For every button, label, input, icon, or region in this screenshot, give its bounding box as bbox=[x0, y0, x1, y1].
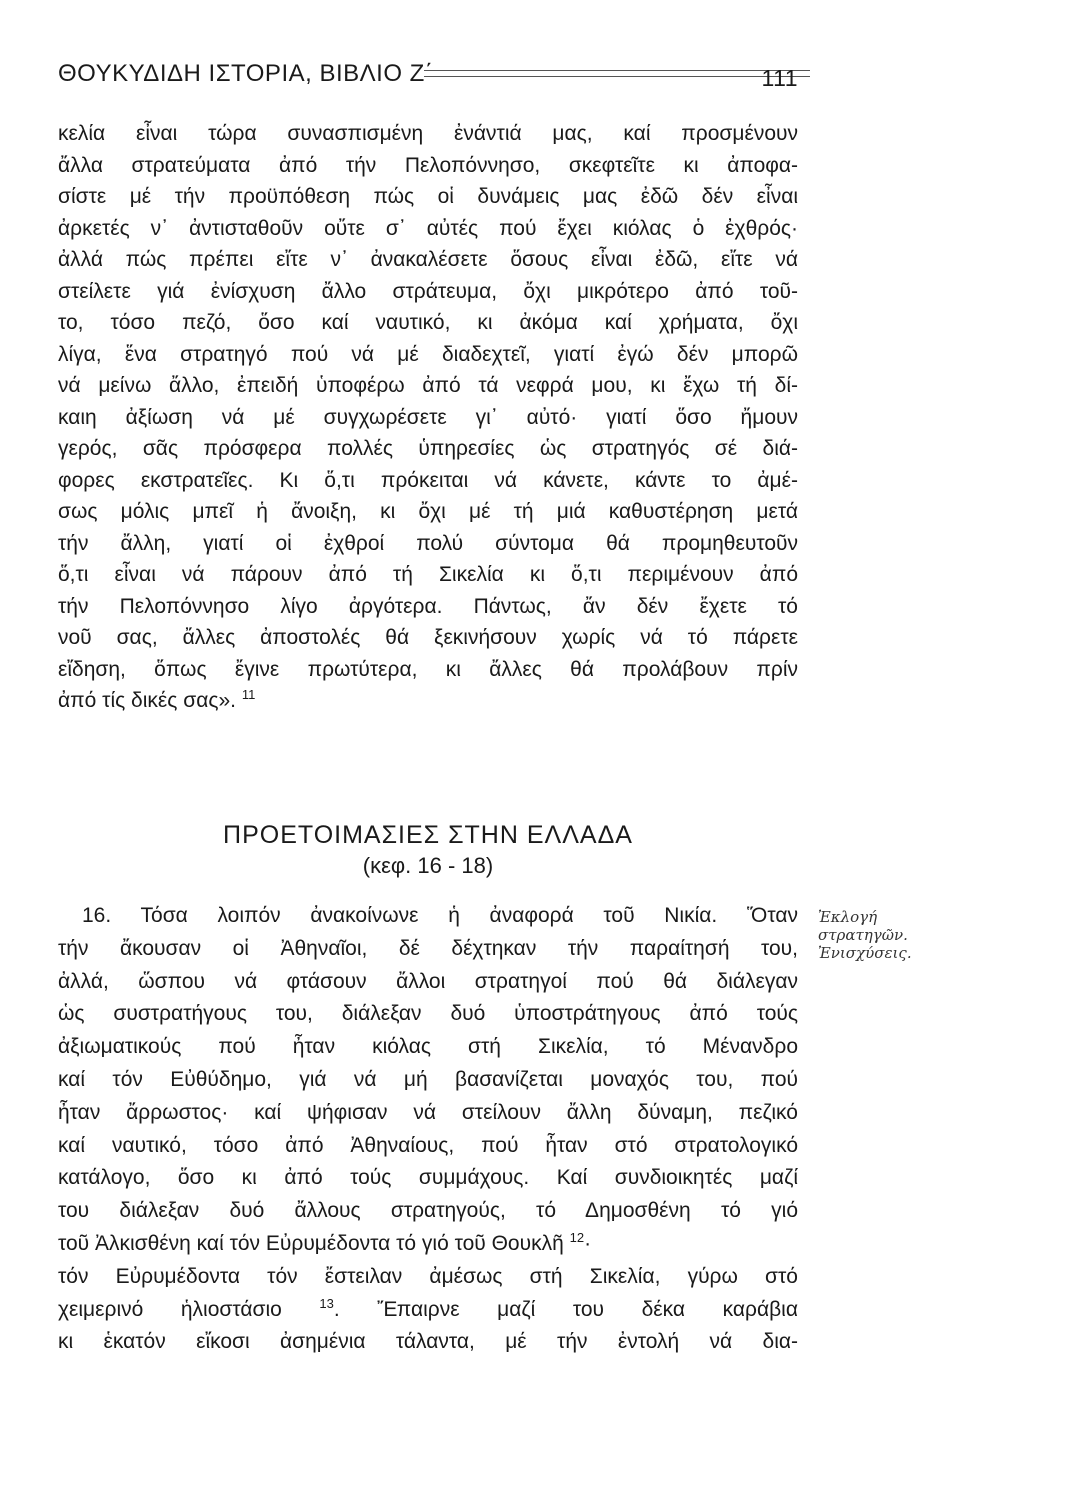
footnote-ref-13: 13 bbox=[319, 1295, 334, 1311]
text-line: νοῦ σας, ἄλλες ἀποστολές θά ξεκινήσουν χωρίς νά τό πάρετε bbox=[58, 626, 798, 649]
text-line: σως μόλις μπεῖ ἡ ἄνοιξη, κι ὄχι μέ τή μιά καθυστέρηση μετά bbox=[58, 500, 798, 523]
text-line: ἀρκετές ν᾽ ἀντισταθοῦν οὔτε σ᾽ αὐτές πού ἔχει κιόλας ὁ ἐχθρός· bbox=[58, 216, 798, 240]
margin-note: Ἐνισχύσεις. bbox=[818, 944, 912, 962]
text-line: κελία εἶναι τώρα συνασπισμένη ἐνάντιά μας, καί προσμένουν bbox=[58, 122, 798, 145]
text-line: του διάλεξαν δυό ἄλλους στρατηγούς, τό Δημοσθένη τό γιό bbox=[58, 1199, 798, 1223]
section-heading: ΠΡΟΕΤΟΙΜΑΣΙΕΣ ΣΤΗΝ ΕΛΛΑΔΑ bbox=[223, 821, 633, 849]
text-line: κατάλογο, ὅσο κι ἀπό τούς συμμάχους. Καί συνδιοικητές μαζί bbox=[58, 1166, 798, 1190]
text-line: εἴδηση, ὅπως ἔγινε πρωτύτερα, κι ἄλλες θά προλάβουν πρίν bbox=[58, 657, 798, 681]
text-line: ἀλλά, ὥσπου νά φτάσουν ἄλλοι στρατηγοί πού θά διάλεγαν bbox=[58, 969, 798, 993]
page-number: 111 bbox=[761, 65, 798, 91]
text-line-last bbox=[58, 685, 798, 717]
line-text-after: · bbox=[584, 1231, 592, 1255]
text-line: ὡς συστρατήγους του, διάλεξαν δυό ὑποστράτηγους ἀπό τούς bbox=[58, 1002, 798, 1026]
text-line bbox=[58, 1228, 798, 1261]
running-header bbox=[58, 60, 798, 100]
text-line: στείλετε γιά ἐνίσχυση ἄλλο στράτευμα, ὄχι μικρότερο ἀπό τοῦ- bbox=[58, 279, 798, 303]
text-line: καί ναυτικό, τόσο ἀπό Ἀθηναίους, πού ἦταν στό στρατολογικό bbox=[58, 1133, 798, 1157]
text-line: νά μείνω ἄλλο, ἐπειδή ὑποφέρω ἀπό τά νεφρά μου, κι ἔχω τή δί- bbox=[58, 374, 798, 397]
text-line: το, τόσο πεζό, ὅσο καί ναυτικό, κι ἀκόμα καί χρήματα, ὄχι bbox=[58, 311, 798, 334]
text-line: λίγα, ἕνα στρατηγό πού νά μέ διαδεχτεῖ, γιατί ἐγώ δέν μπορῶ bbox=[58, 342, 798, 366]
text-line: ἀξιωματικούς πού ἦταν κιόλας στή Σικελία, τό Μένανδρο bbox=[58, 1035, 798, 1059]
text-line: κι ἑκατόν εἴκοσι ἀσημένια τάλαντα, μέ τήν ἐντολή νά δια- bbox=[58, 1330, 798, 1354]
paragraph-16 bbox=[58, 900, 798, 1359]
section-subheading: (κεφ. 16 - 18) bbox=[362, 853, 494, 878]
text-line: ἀλλά πώς πρέπει εἴτε ν᾽ ἀνακαλέσετε ὅσους εἶναι ἐδῶ, εἴτε νά bbox=[58, 248, 798, 271]
text-line: ἦταν ἄρρωστος· καί ψήφισαν νά στείλουν ἄλλη δύναμη, πεζικό bbox=[58, 1100, 798, 1124]
text-line: τόν Εὐρυμέδοντα τόν ἔστειλαν ἀμέσως στή Σικελία, γύρω στό bbox=[58, 1264, 798, 1288]
text-line: γερός, σᾶς πρόσφερα πολλές ὑπηρεσίες ὡς στρατηγός σέ διά- bbox=[58, 437, 798, 460]
text-line: τήν ἄκουσαν οἱ Ἀθηναῖοι, δέ δέχτηκαν τήν παραίτησή του, bbox=[58, 936, 798, 960]
line-text: χειμερινό ἡλιοστάσιο bbox=[58, 1297, 282, 1321]
line-text-after: . Ἔπαιρνε μαζί του δέκα καράβια bbox=[333, 1297, 798, 1321]
paragraph-letter-continuation bbox=[58, 118, 798, 717]
text-line: σίστε μέ τήν προϋπόθεση πώς οἱ δυνάμεις μας ἐδῶ δέν εἶναι bbox=[58, 185, 798, 208]
text-line: καί τόν Εὐθύδημο, γιά νά μή βασανίζεται μοναχός του, πού bbox=[58, 1067, 798, 1091]
text-line: 16. Τόσα λοιπόν ἀνακοίνωνε ἡ ἀναφορά τοῦ Νικία. Ὅταν bbox=[82, 904, 798, 927]
line-text: τοῦ Ἀλκισθένη καί τόν Εὐρυμέδοντα τό γιό τοῦ Θουκλῆ bbox=[58, 1231, 564, 1255]
header-rule bbox=[424, 70, 810, 77]
text-line: τήν ἄλλη, γιατί οἱ ἐχθροί πολύ σύντομα θά προμηθευτοῦν bbox=[58, 531, 798, 555]
margin-notes bbox=[818, 908, 968, 962]
margin-note: Ἐκλογή bbox=[818, 908, 878, 926]
text-line: καιη ἀξίωση νά μέ συγχωρέσετε γι᾽ αὐτό· γιατί ὅσο ἤμουν bbox=[58, 405, 798, 429]
header-title: ΘΟΥΚΥΔΙΔΗ ΙΣΤΟΡΙΑ, ΒΙΒΛΙΟ Ζ΄ bbox=[58, 60, 434, 87]
text-line: ὅ,τι εἶναι νά πάρουν ἀπό τή Σικελία κι ὅ,τι περιμένουν ἀπό bbox=[58, 563, 798, 586]
text-line: τήν Πελοπόννησο λίγο ἀργότερα. Πάντως, ἄν δέν ἔχετε τό bbox=[58, 594, 798, 618]
last-line-text: ἀπό τίς δικές σας». bbox=[58, 689, 236, 712]
footnote-ref-12: 12 bbox=[569, 1229, 585, 1245]
text-line: ἄλλα στρατεύματα ἀπό τήν Πελοπόννησο, σκεφτεῖτε κι ἀποφα- bbox=[58, 153, 798, 177]
text-line: φορες εκστρατεῖες. Κι ὅ,τι πρόκειται νά κάνετε, κάντε το ἀμέ- bbox=[58, 468, 798, 492]
margin-note: στρατηγῶν. bbox=[818, 926, 908, 944]
footnote-ref-11: 11 bbox=[241, 687, 256, 702]
text-line bbox=[58, 1294, 798, 1327]
